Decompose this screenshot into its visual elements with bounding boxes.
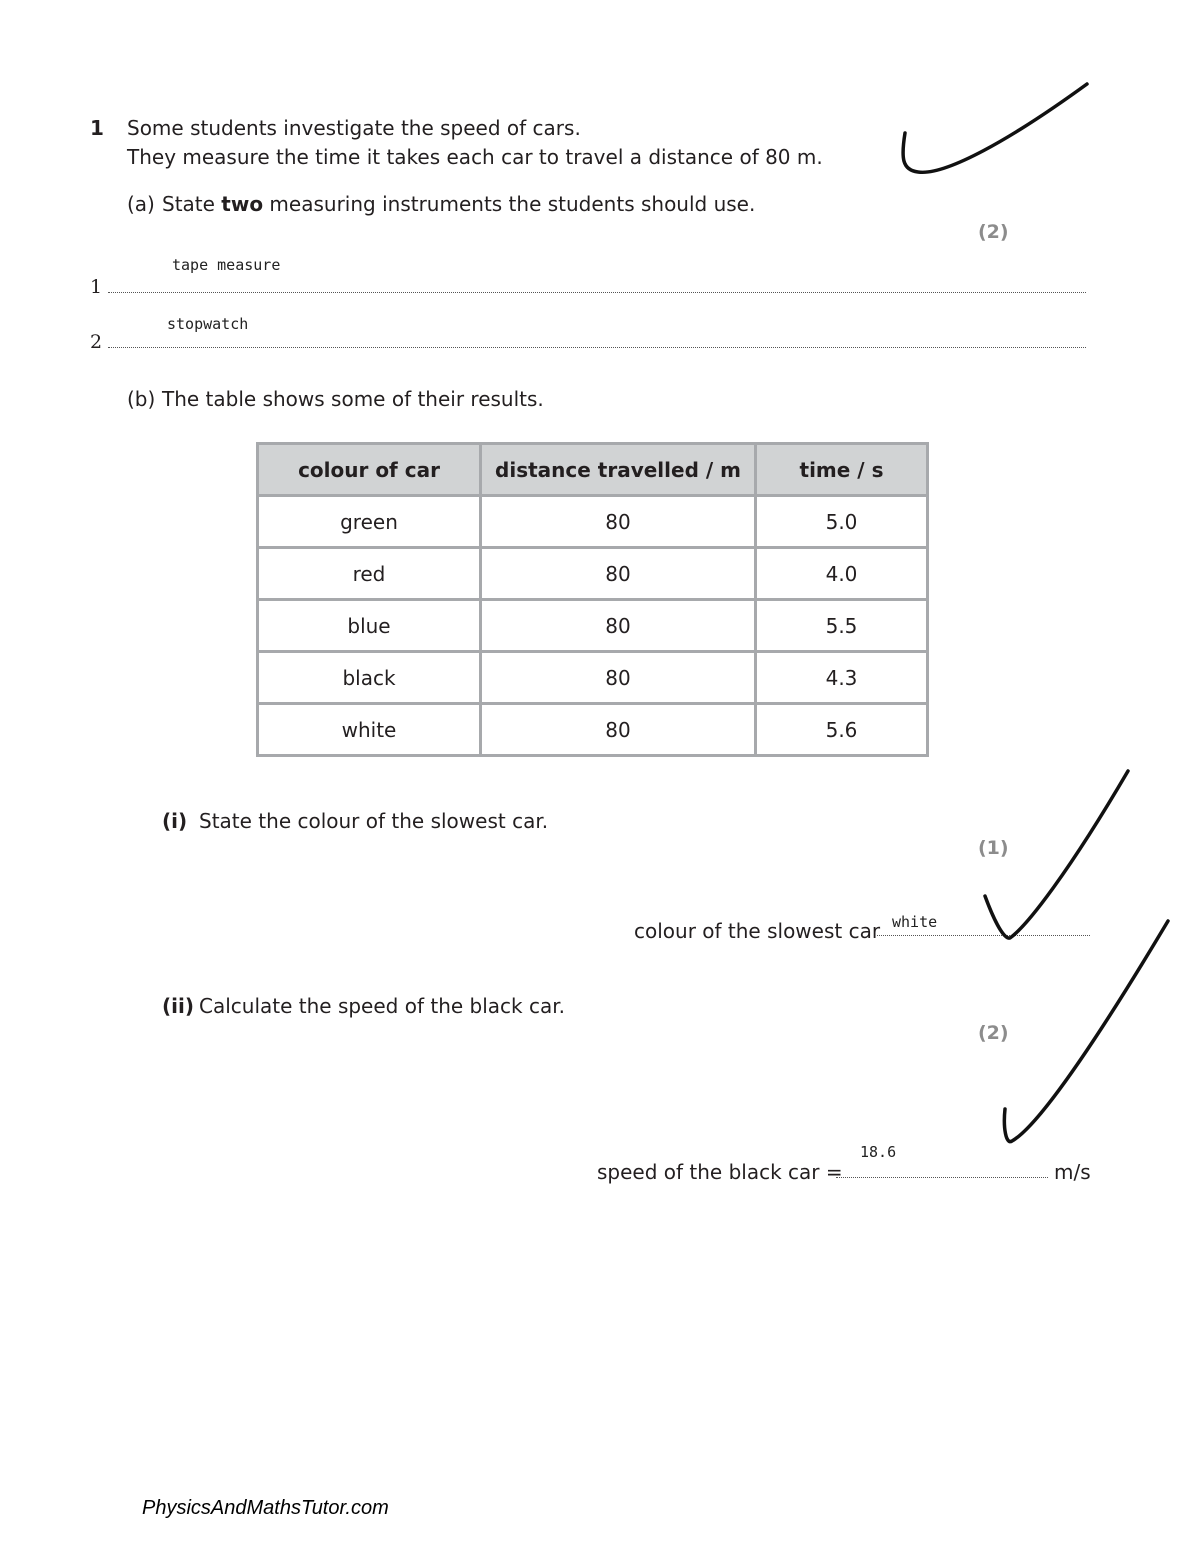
part-a-prompt-post: measuring instruments the students should use.	[263, 192, 756, 216]
cell-distance: 80	[481, 652, 756, 704]
speed-label: speed of the black car =	[597, 1160, 843, 1184]
question-intro-line1: Some students investigate the speed of cars.	[127, 116, 581, 140]
part-b-label: (b)	[127, 387, 156, 411]
footer-site-name[interactable]: PhysicsAndMathsTutor.com	[142, 1497, 389, 1519]
part-ii-label: (ii)	[162, 994, 194, 1018]
cell-time: 5.0	[756, 496, 928, 548]
part-b-prompt: The table shows some of their results.	[162, 387, 544, 411]
slowest-car-answer[interactable]: white	[892, 913, 938, 931]
part-i-prompt: State the colour of the slowest car.	[199, 809, 549, 833]
cell-distance: 80	[481, 496, 756, 548]
part-i-label: (i)	[162, 809, 188, 833]
tick-mark-icon	[985, 771, 1128, 938]
cell-colour: white	[258, 704, 481, 756]
cell-time: 5.6	[756, 704, 928, 756]
cell-colour: black	[258, 652, 481, 704]
cell-time: 4.3	[756, 652, 928, 704]
header-colour: colour of car	[258, 444, 481, 496]
cell-distance: 80	[481, 548, 756, 600]
tick-mark-icon	[1004, 921, 1168, 1142]
part-ii-marks: (2)	[978, 1022, 1009, 1044]
speed-answer[interactable]: 18.6	[860, 1143, 897, 1161]
part-a-label: (a)	[127, 192, 155, 216]
cell-time: 5.5	[756, 600, 928, 652]
part-a-prompt-pre: State	[162, 192, 222, 216]
answer-1-text[interactable]: tape measure	[172, 256, 281, 274]
tick-mark-icon	[903, 84, 1087, 172]
speed-unit: m/s	[1054, 1160, 1091, 1184]
slowest-car-label: colour of the slowest car	[634, 919, 881, 943]
question-number: 1	[90, 116, 104, 140]
cell-distance: 80	[481, 600, 756, 652]
cell-time: 4.0	[756, 548, 928, 600]
cell-distance: 80	[481, 704, 756, 756]
header-time: time / s	[756, 444, 928, 496]
answer-1-number: 1	[90, 276, 103, 298]
cell-colour: red	[258, 548, 481, 600]
question-intro-line2: They measure the time it takes each car to travel a distance of 80 m.	[127, 145, 823, 169]
cell-colour: green	[258, 496, 481, 548]
part-a-prompt-bold: two	[221, 192, 264, 216]
header-distance: distance travelled / m	[481, 444, 756, 496]
answer-2-number: 2	[90, 331, 103, 353]
part-ii-prompt: Calculate the speed of the black car.	[199, 994, 565, 1018]
cell-colour: blue	[258, 600, 481, 652]
part-a-marks: (2)	[978, 221, 1009, 243]
part-i-marks: (1)	[978, 837, 1009, 859]
answer-2-text[interactable]: stopwatch	[167, 315, 249, 333]
